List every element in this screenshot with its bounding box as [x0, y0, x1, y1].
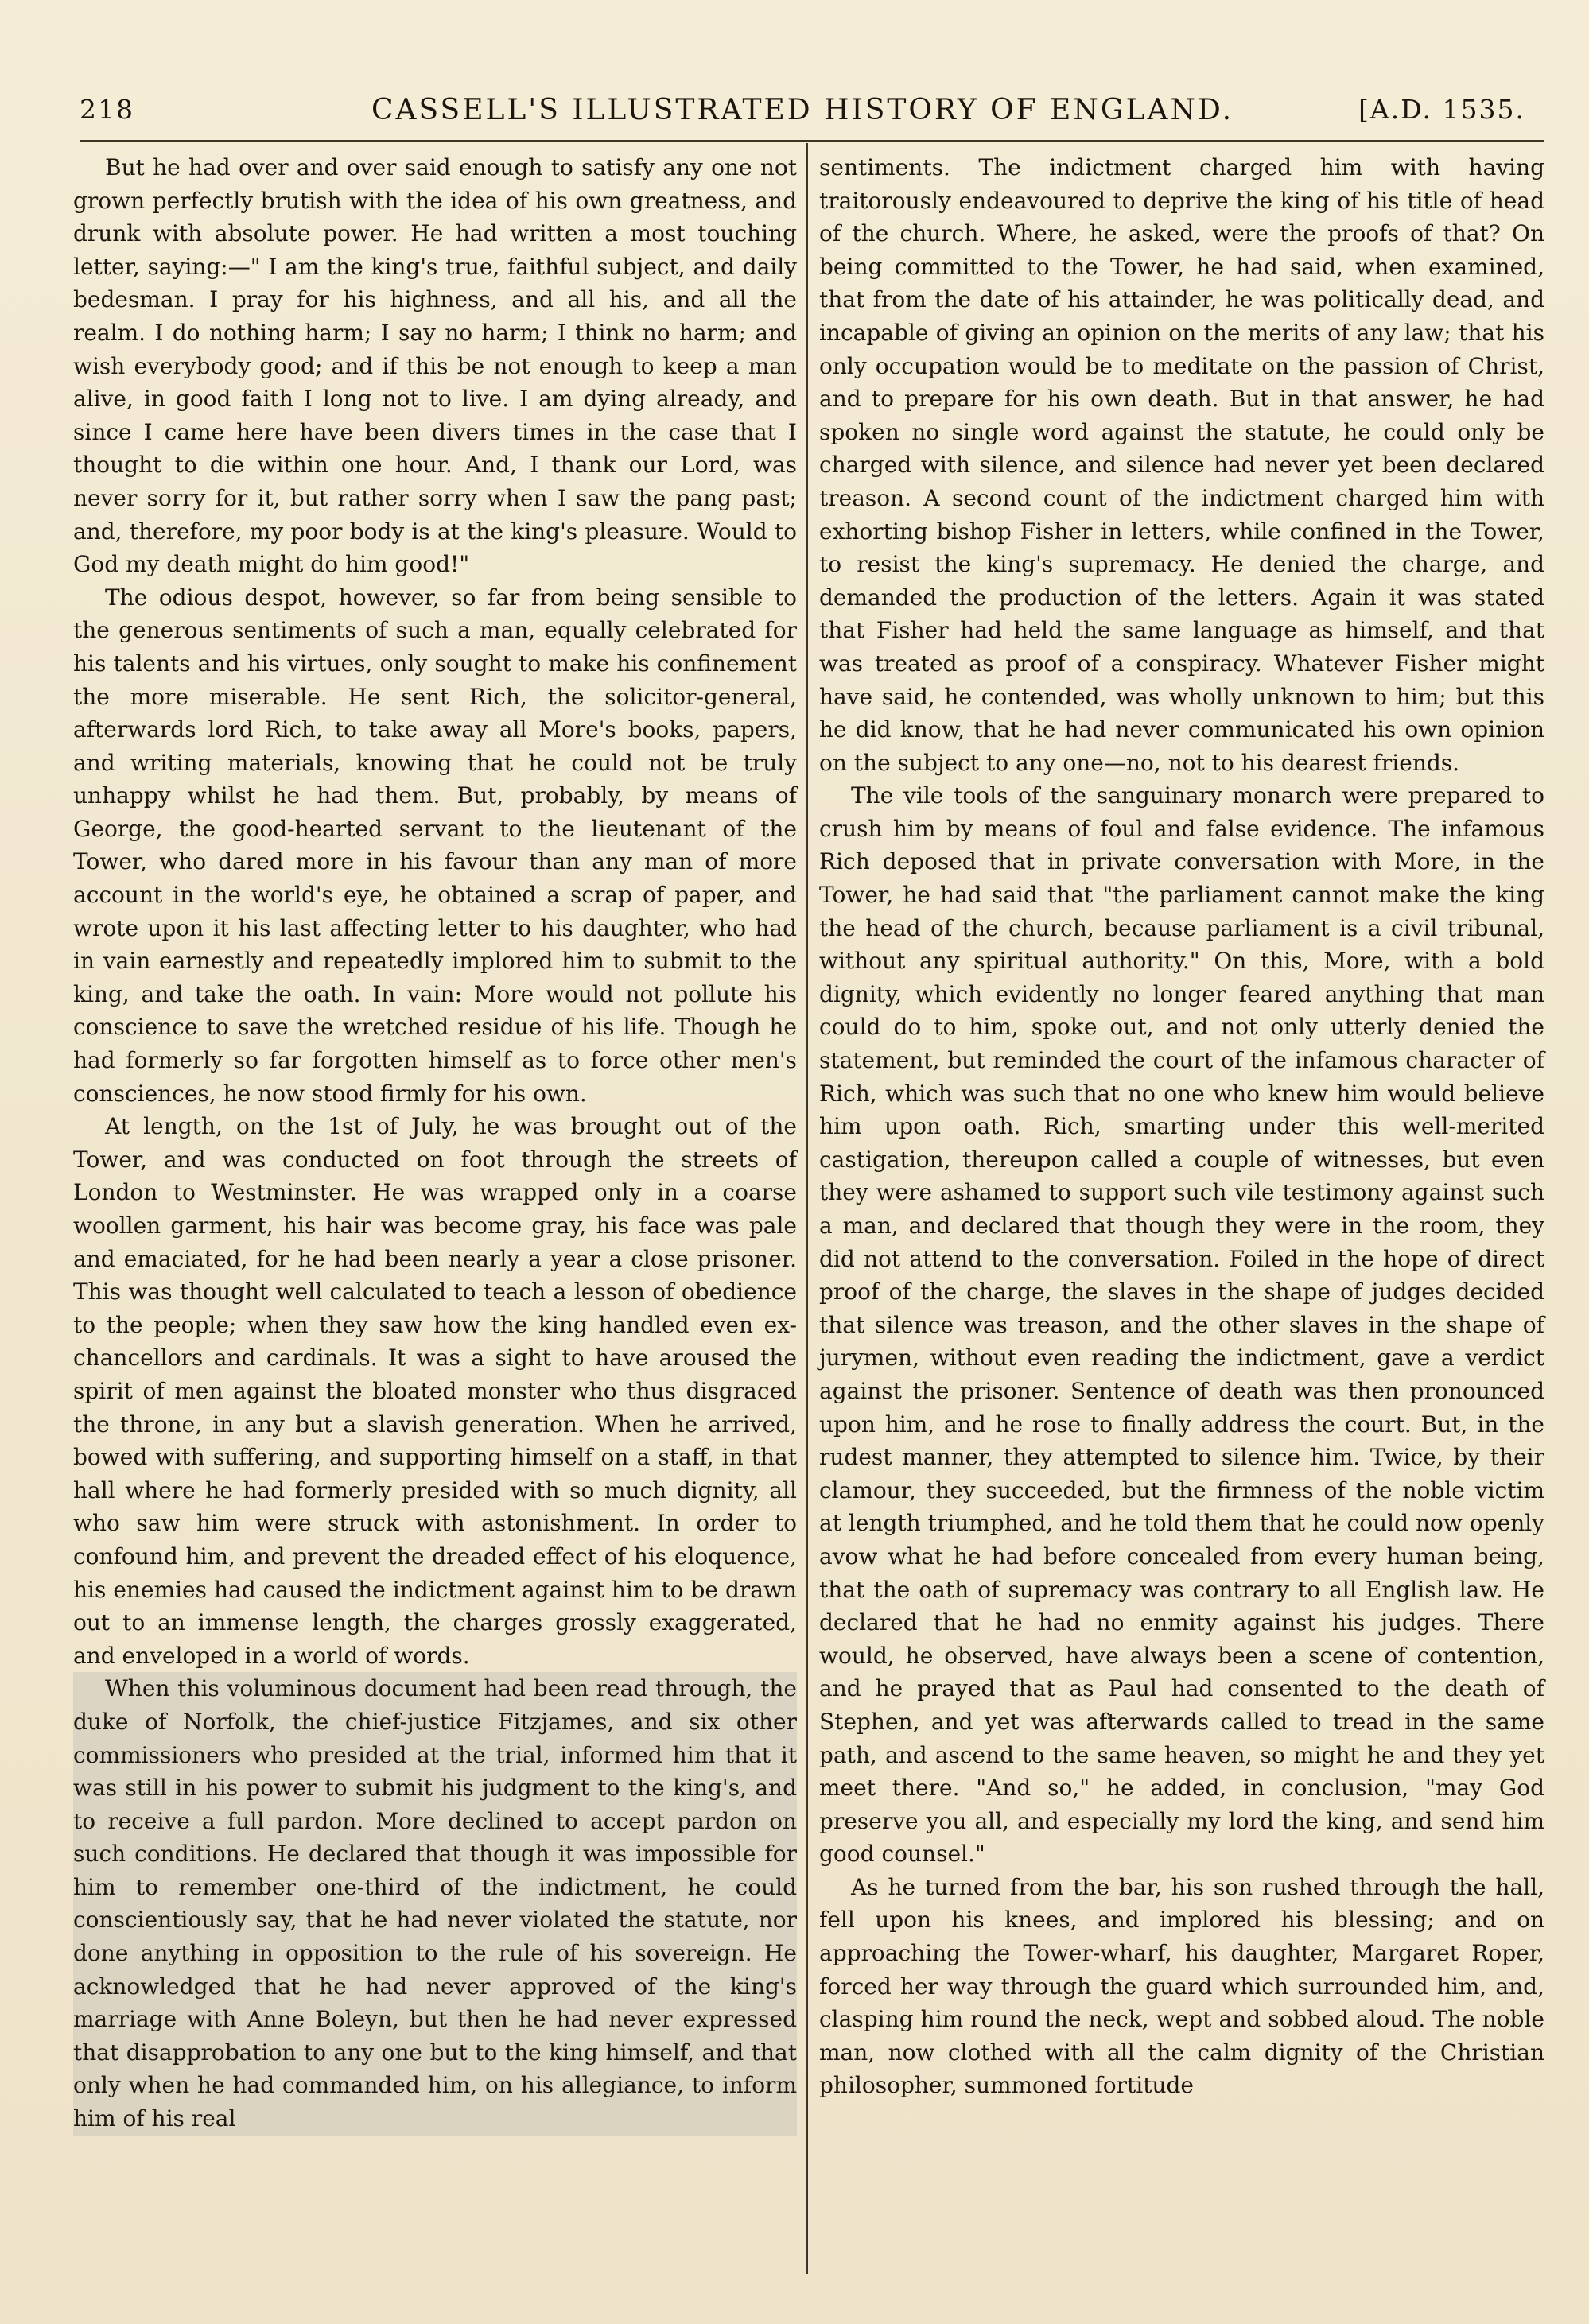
paragraph: The vile tools of the sanguinary monarch were prepared to crush him by means of foul and false evidence. The infamous Rich deposed that in private conversation with More, in the Tower, he had said that "the parliament cannot make the king the head of the church, because parliament is a civil tribunal, without any spiritual authority." On this, More, with a bold dignity, which evidently no longer feared anything that man could do to him, spoke out, and not only utterly denied the statement, but reminded the court of the infamous character of Rich, which was such that no one who knew him would believe him upon oath. Rich, smarting under this well-merited castigation, thereupon called a couple of witnesses, but even they were ashamed to support such vile testimony against such a man, and declared that though they were in the room, they did not attend to the conversation. Foiled in the hope of direct proof of the charge, the slaves in the shape of judges decided that silence was treason, and the other slaves in the shape of jurymen, without even reading the indictment, gave a verdict against the prisoner. Sentence of death was then pronounced upon him, and he rose to finally address the court. But, in the rudest manner, they attempted to silence him. Twice, by their clamour, they succeeded, but the firmness of the noble victim at length triumphed, and he told them that he could now openly avow what he had before concealed from every human being, that the oath of supremacy was contrary to all English law. He declared that he had no enmity against his judges. There would, he observed, have always been a scene of contention, and he prayed that as Paul had consented to the death of Stephen, and yet was afterwards called to tread in the same path, and ascend to the same heaven, so might he and they yet meet there. "And so," he added, in conclusion, "may God preserve you all, and especially my lord the king, and send him good counsel." — [819, 782, 1544, 1868]
page-number: 218 — [80, 94, 134, 125]
paragraph: sentiments. The indictment charged him with having traitorously endeavoured to deprive the king of his title of head of the church. Where, he asked, were the proofs of that? On being committed to the Tower, he had said, when examined, that from the date of his attainder, he was politically dead, and incapable of giving an opinion on the merits of any law; that his only occupation would be to meditate on the passion of Christ, and to prepare for his own death. But in that answer, he had spoken no single word against the statute, he could only be charged with silence, and silence had never yet been declared treason. A second count of the indictment charged him with exhorting bishop Fisher in letters, while confined in the Tower, to resist the king's supremacy. He denied the charge, and demanded the production of the letters. Again it was stated that Fisher had held the same language as himself, and that was treated as proof of a conspiracy. Whatever Fisher might have said, he contended, was wholly unknown to him; but this he did know, that he had never communicated his own opinion on the subject to any one—no, not to his dearest friends. — [819, 154, 1544, 776]
running-title: CASSELL'S ILLUSTRATED HISTORY OF ENGLAND. — [371, 94, 1234, 126]
right-column — [819, 151, 1544, 2102]
paragraph: The odious despot, however, so far from being sensible to the generous sentiments of such a man, equally celebrated for his talents and his virtues, only sought to make his confinement the more miserable. He sent Rich, the solicitor-general, afterwards lord Rich, to take away all More's books, papers, and writing materials, knowing that he could not be truly unhappy whilst he had them. But, probably, by means of George, the good-hearted servant to the lieutenant of the Tower, who dared more in his favour than any man of more account in the world's eye, he obtained a scrap of paper, and wrote upon it his last affecting letter to his daughter, who had in vain earnestly and repeatedly implored him to submit to the king, and take the oath. In vain: More would not pollute his conscience to save the wretched residue of his life. Though he had formerly so far forgotten himself as to force other men's consciences, he now stood firmly for his own. — [73, 584, 797, 1107]
running-date: [A.D. 1535. — [1358, 94, 1525, 125]
paragraph: When this voluminous document had been read through, the duke of Norfolk, the chief-justice Fitzjames, and six other commissioners who presided at the trial, informed him that it was still in his power to submit his judgment to the king's, and to receive a full pardon. More declined to accept pardon on such conditions. He declared that though it was impossible for him to remember one-third of the indictment, he could conscientiously say, that he had never violated the statute, nor done anything in opposition to the rule of his sovereign. He acknowledged that he had never approved of the king's marriage with Anne Boleyn, but then he had never expressed that disapprobation to any one but to the king himself, and that only when he had commanded him, on his allegiance, to inform him of his real — [73, 1672, 797, 2135]
paragraph: As he turned from the bar, his son rushed through the hall, fell upon his knees, and implored his blessing; and on approaching the Tower-wharf, his daughter, Margaret Roper, forced her way through the guard which surrounded him, and, clasping him round the neck, wept and sobbed aloud. The noble man, now clothed with all the calm dignity of the Christian philosopher, summoned fortitude — [819, 1873, 1544, 2099]
header-rule — [80, 140, 1544, 142]
paragraph: But he had over and over said enough to satisfy any one not grown perfectly brutish with the idea of his own greatness, and drunk with absolute power. He had written a most touching letter, saying:—" I am the king's true, faithful subject, and daily bedesman. I pray for his highness, and all his, and all the realm. I do nothing harm; I say no harm; I think no harm; and wish everybody good; and if this be not enough to keep a man alive, in good faith I long not to live. I am dying already, and since I came here have been divers times in the case that I thought to die within one hour. And, I thank our Lord, was never sorry for it, but rather sorry when I saw the pang past; and, therefore, my poor body is at the king's pleasure. Would to God my death might do him good!" — [73, 154, 797, 578]
page-header — [64, 94, 1541, 142]
left-column — [73, 151, 797, 2136]
paragraph: At length, on the 1st of July, he was brought out of the Tower, and was conducted on foot through the streets of London to Westminster. He was wrapped only in a coarse woollen garment, his hair was become gray, his face was pale and emaciated, for he had been nearly a year a close prisoner. This was thought well calculated to teach a lesson of obedience to the people; when they saw how the king handled even ex-chancellors and cardinals. It was a sight to have aroused the spirit of men against the bloated monster who thus disgraced the throne, in any but a slavish generation. When he arrived, bowed with suffering, and supporting himself on a staff, in that hall where he had formerly presided with so much dignity, all who saw him were struck with astonishment. In order to confound him, and prevent the dreaded effect of his eloquence, his enemies had caused the indictment against him to be drawn out to an immense length, the charges grossly exaggerated, and enveloped in a world of words. — [73, 1113, 797, 1669]
column-divider — [806, 143, 808, 2274]
